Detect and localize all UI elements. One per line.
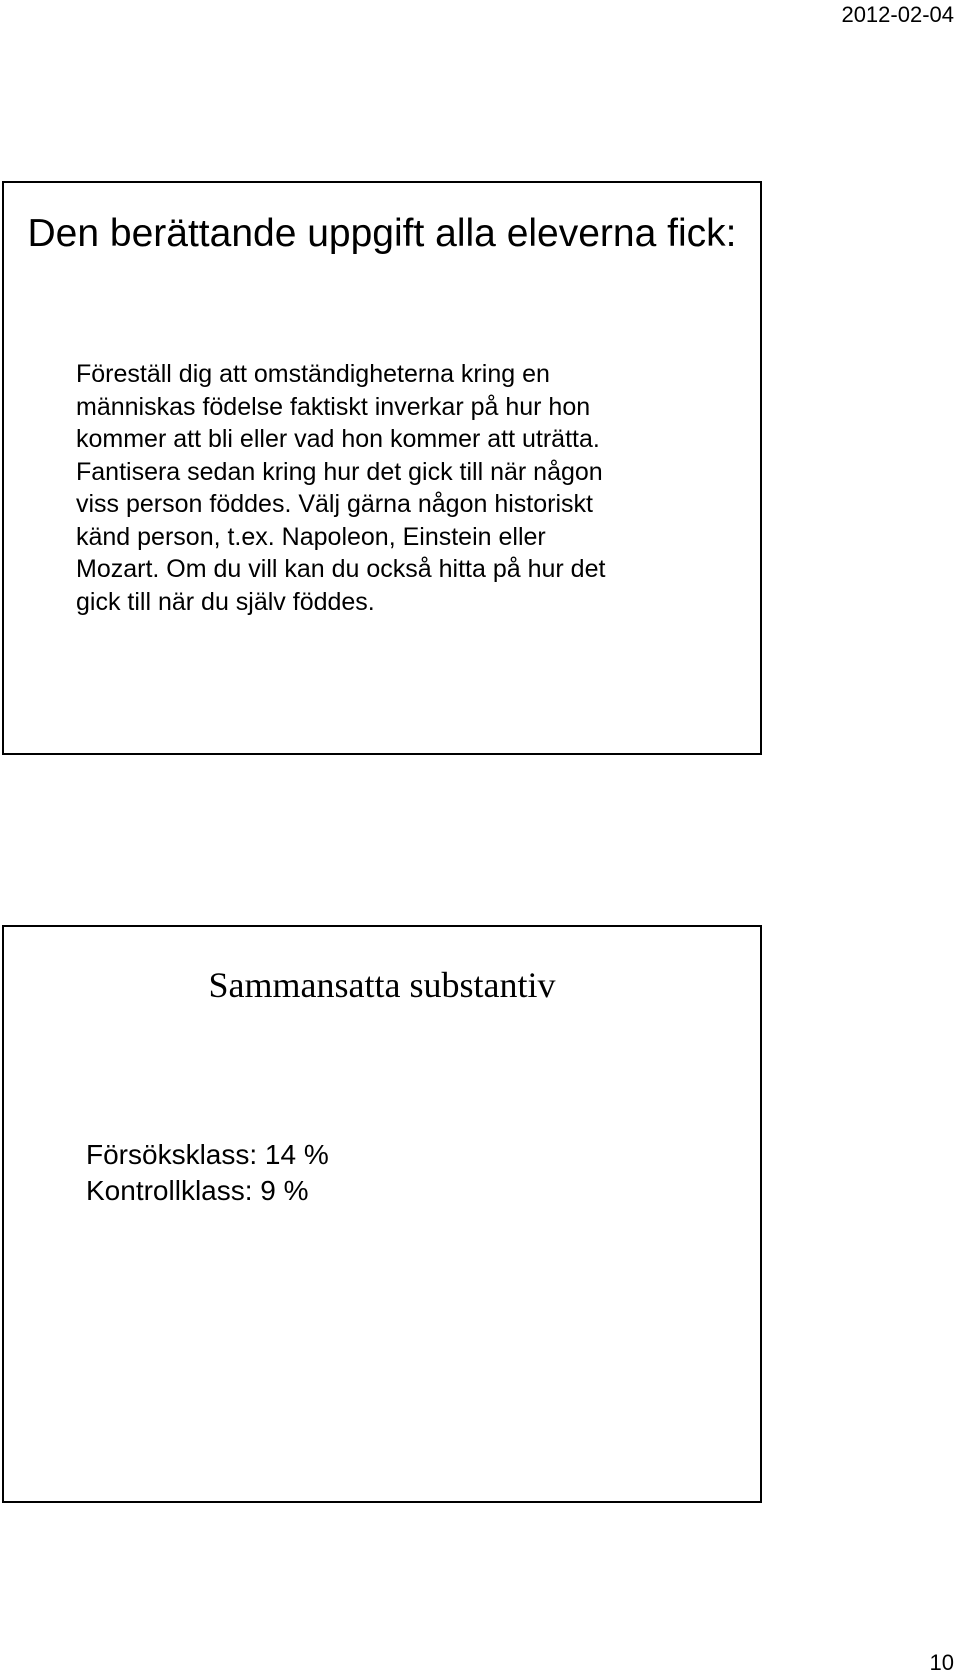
slide-2 [2,925,762,1503]
slide-2-title: Sammansatta substantiv [208,965,556,1005]
result-line-experimental-class: Försöksklass: 14 % [86,1139,329,1170]
page-number: 10 [929,1650,954,1675]
slide-2-body [86,1137,686,1209]
header-date: 2012-02-04 [841,2,954,27]
result-line-control-class: Kontrollklass: 9 % [86,1175,309,1206]
slide-1-body: Föreställ dig att omständigheterna kring en människas födelse faktiskt inverkar på hur hon kommer att bli eller vad hon kommer att uträtta. Fantisera sedan kring hur det gick till när någon viss person föddes. Välj gärna någon historiskt känd person, t.ex. Napoleon, Einstein eller Mozart. Om du vill kan du också hitta på hur det gick till när du själv föddes. [76,360,606,616]
slide-1 [2,181,762,755]
slide-1-title: Den berättande uppgift alla eleverna fick: [27,212,737,255]
